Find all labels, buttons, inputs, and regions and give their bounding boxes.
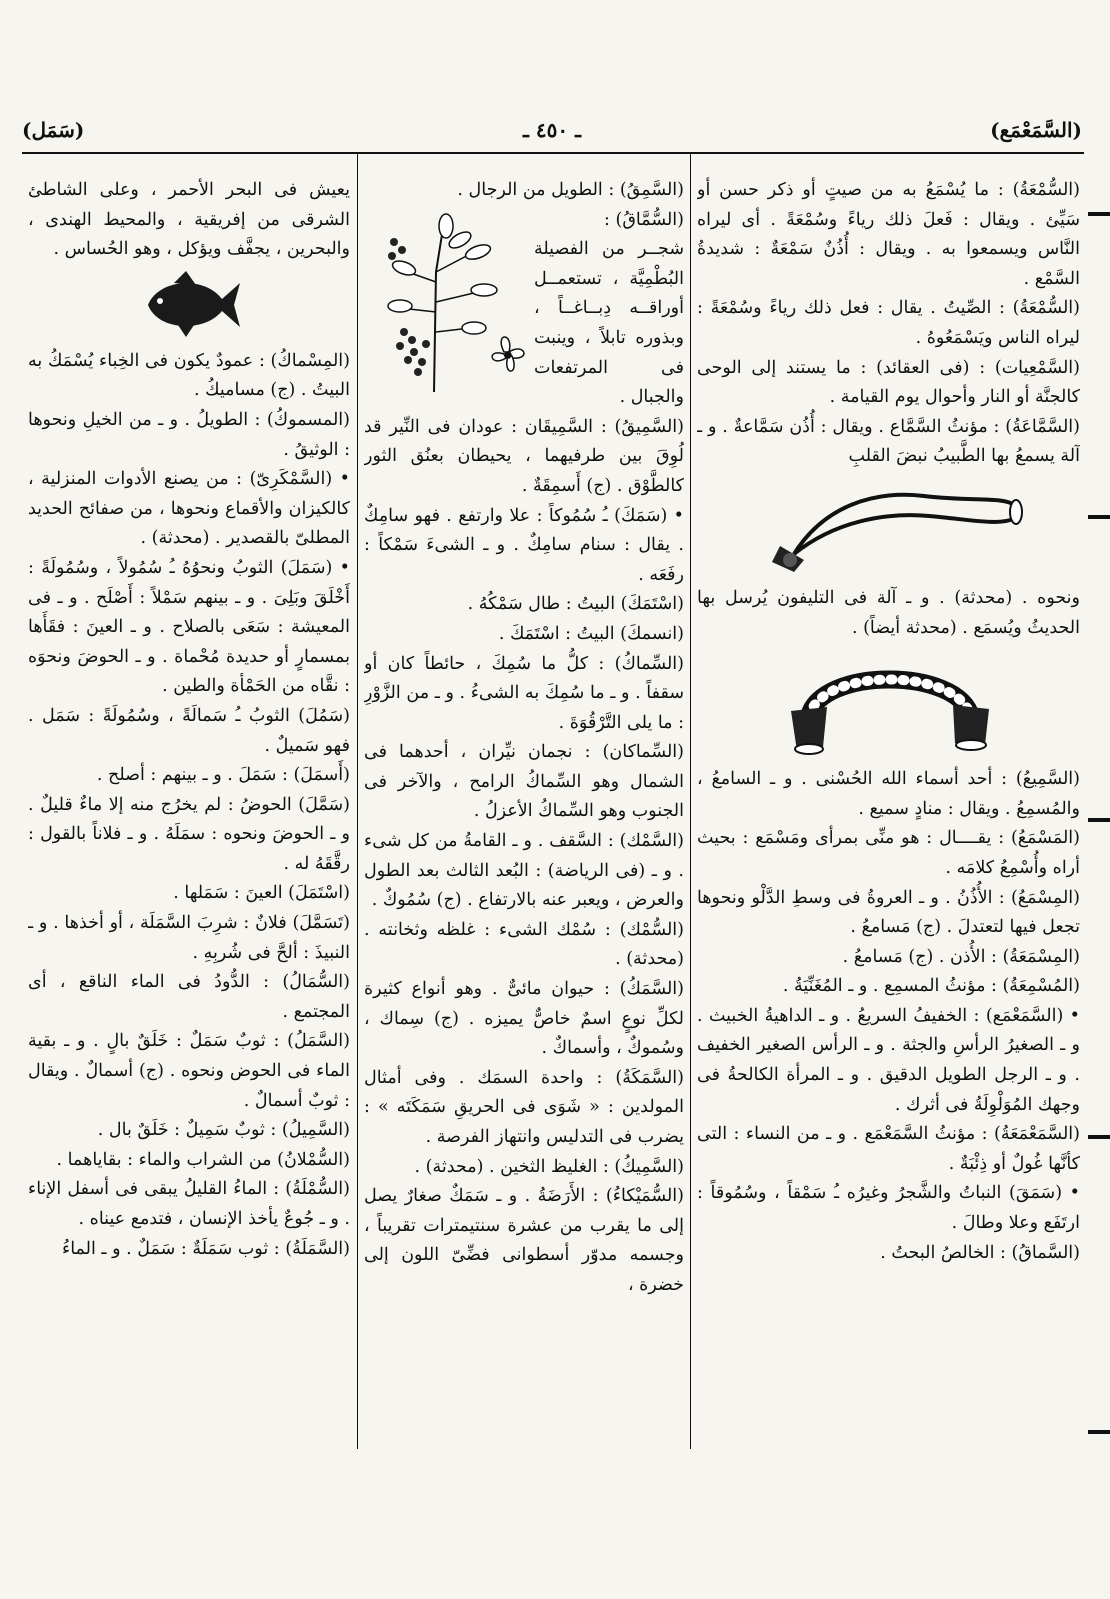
entry-paragraph: (السَّمَّاعَةُ) : مؤنثُ السَّمَّاع . ويقال : أُذُن سَمَّاعةٌ . و ـ آلة يسمعُ بها الطَّبيبُ نبضَ القلبِ bbox=[697, 416, 1080, 467]
entry-paragraph: • (سَمَلَ) الثوبُ ونحوُهُ ـُ سُمُولاً ، وسُمُولَةً : أَخْلَقَ وبَلِىَ . و ـ بينهم سَمْلاً : أَصْلَح . و ـ فى المعيشة : سَعَى بالصلاح . و ـ العينَ : فقَأَها بمسمارٍ أو حديدة مُحْماة . و ـ الحوضَ ونحوَه : نقَّاه من الحَمْأة والطين . bbox=[28, 557, 350, 697]
entry-paragraph: (السُّمَّاقُ) : bbox=[604, 209, 684, 230]
entry-paragraph: (السَّمْعِيات) : (فى العقائد) : ما يستند إلى الوحى كالجنَّة أو النار وأحوال يوم القيامة . bbox=[697, 357, 1080, 408]
entry-paragraph: • (السَّمَعْمَع) : الخفيفُ السريعُ . و ـ الداهيةُ الخبيث . و ـ الصغيرُ الرأسِ والجثة . و ـ الرأس الصغير الخفيف . و ـ الرجل الطويل الدقيق . و ـ المرأة الكالحةُ فى وجهك المُوَلْوِلَةُ فى أثرك . bbox=[697, 1005, 1080, 1115]
page-header bbox=[22, 118, 1082, 152]
column-right bbox=[697, 176, 1080, 1456]
column-middle bbox=[364, 176, 684, 1456]
entry-paragraph: (السَّمَعْمَعَةُ) : مؤنثُ السَّمَعْمَع . و ـ من النساء : التى كأنَّها غُولٌ أو ذِئْبَةٌ . bbox=[697, 1124, 1080, 1174]
entry-paragraph: (السُّمْلَةُ) : الماءُ القليلُ يبقى فى أسفل الإناء . و ـ جُوعٌ يأخذ الإنسان ، فتدمع عيناه . bbox=[28, 1179, 350, 1229]
entry-paragraph: يعيش فى البحر الأحمر ، وعلى الشاطئ الشرقى من إفريقية ، والمحيط الهندى ، والبحرين ، يجفَّف ويؤكل ، وهو الحُساس . bbox=[28, 180, 350, 260]
entry-paragraph: • (السَّمْكَرِىّ) : من يصنع الأدوات المنزلية ، كالكيزان والأقماع ونحوها ، من صفائح الحديد المطلىّ بالقصدير . (محدثة) . bbox=[28, 469, 350, 549]
entry-paragraph: (السَّمَكَةُ) : واحدة السمَك . وفى أمثال المولدين : « شَوَى فى الحريقِ سَمَكَتَه » : يضرب فى التدليس وانتهاز الفرصة . bbox=[364, 1067, 684, 1147]
entry-paragraph: (سَمَّلَ) الحوضُ : لم يخرُج منه إلا ماءٌ قليلٌ . و ـ الحوضَ ونحوه : سمَلَهُ . و ـ فلاناً بالقول : رقَّقَهُ له . bbox=[28, 794, 350, 874]
entry-paragraph: (السُّمْعَةُ) : ما يُسْمَعُ به من صيتٍ أو ذكر حسن أو سَيِّئ . ويقال : فَعلَ ذلك رياءً وسُمْعَةً . أى ليراه النَّاس ويسمعوا به . ويقال : أُذُنٌ سَمْعَةٌ : شديدةُ السَّمْع . bbox=[697, 180, 1080, 289]
entry-paragraph: (السُّمَالُ) : الدُّودُ فى الماء الناقع ، أى المجتمع . bbox=[28, 972, 350, 1022]
entry-paragraph: (المسموكُ) : الطويلُ . و ـ من الخيلِ ونحوها : الوثيقُ . bbox=[28, 409, 350, 460]
entry-paragraph: (السَّمَلَةُ) : ثوب سَمَلَةٌ : سَمَلٌ . و ـ الماءُ bbox=[62, 1238, 350, 1259]
entry-paragraph: (السِّماكُ) : كلُّ ما سُمِكَ ، حائطاً كان أو سقفاً . و ـ ما سُمِكَ به الشىءُ . و ـ من الزَّوْرِ : ما يلى التَّرْقُوَةَ . bbox=[364, 653, 684, 733]
entry-paragraph: (المِسْمَعُ) : الأُذُنُ . و ـ العروةُ فى وسطِ الدَّلْو ونحوها تجعل فيها لتعتدلَ . (ج) مَسامعُ . bbox=[697, 887, 1080, 938]
entry-paragraph: (المَسْمَعُ) : يقــــال : هو منِّى بمرأى ومَسْمَع : بحيث أراه وأُسْمِعُ كلامَه . bbox=[697, 828, 1080, 878]
entry-paragraph: (السُّمْك) : سُمْك الشىء : غلظه وثخانته . (محدثة) . bbox=[364, 919, 684, 970]
page-number: ـ ٤٥٠ ـ bbox=[523, 118, 581, 142]
entry-paragraph: • (سَمَكَ) ـُ سُمُوكاً : علا وارتفع . فهو سامِكٌ . يقال : سنام سامِكٌ . و ـ الشىءَ سَمْكاً : رفَعَه . bbox=[364, 505, 684, 585]
entry-paragraph: (تَسَمَّلَ) فلانٌ : شرِبَ السَّمَلَة ، أو أخذها . و ـ النبيذَ : ألحَّ فى شُربِهِ . bbox=[28, 913, 350, 963]
column-left bbox=[28, 176, 350, 1456]
entry-paragraph: (اسْتَمَلَ) العينَ : سَمَلها . bbox=[173, 883, 350, 904]
entry-paragraph: (السَّمْك) : السَّقف . و ـ القامةُ من كل شىء . و ـ (فى الرياضة) : البُعد الثالث بعد الطول والعرض ، ويعبر عنه بالارتفاع . (ج) سُمُوكٌ . bbox=[364, 831, 684, 911]
entry-paragraph: (سَمُلَ) الثوبُ ـُ سَمالَةً ، وسُمُولَةً : سَمَل . فهو سَميلٌ . bbox=[28, 705, 350, 756]
margin-scan-mark bbox=[1088, 1135, 1110, 1139]
entry-paragraph: (المِسْمَعَةُ) : الأُذن . (ج) مَسامعُ . bbox=[842, 946, 1080, 967]
entry-paragraph: (السَّمَكُ) : حيوان مائىٌّ . وهو أنواع كثيرة لكلِّ نوعٍ اسمٌ خاصٌّ يميزه . (ج) سِماك ، وسُموكٌ ، وأسماكٌ . bbox=[364, 979, 684, 1059]
entry-paragraph: • (سَمَقَ) النباتُ والشَّجرُ وغيرُه ـُ سَمْقاً ، وسُمُوقاً : ارتَفَع وعلا وطالَ . bbox=[697, 1183, 1080, 1234]
entry-paragraph: (السُّمْلانُ) من الشراب والماء : بقاياهما . bbox=[56, 1149, 350, 1170]
margin-scan-mark bbox=[1088, 515, 1110, 519]
entry-paragraph: (السَّمِيكُ) : الغليظ الثخين . (محدثة) . bbox=[414, 1156, 684, 1177]
entry-paragraph: (السَّمِقُ) : الطويل من الرجال . bbox=[457, 180, 684, 200]
margin-scan-mark bbox=[1088, 212, 1110, 216]
entry-paragraph: (السَّمِيقُ) : السَّمِيقَان : عودان فى النِّير قد لُوِقَ بين طرفيهما ، يحيطان بعنُق الثور كالطَّوْق . (ج) أَسمِقَةٌ . bbox=[364, 416, 684, 496]
header-rule bbox=[22, 152, 1084, 154]
entry-paragraph: (المُسْمِعَةُ) : مؤنثُ المسمِع . و ـ المُغَنِّيَةُ . bbox=[782, 976, 1080, 997]
entry-paragraph: ونحوه . (محدثة) . و ـ آلة فى التليفون يُرسل بها الحديثُ ويُسمَع . (محدثة أيضاً) . bbox=[697, 587, 1080, 638]
entry-paragraph: (السَّمِيلُ) : ثوبٌ سَمِيلٌ : خَلَقٌ بال . bbox=[97, 1120, 350, 1141]
entry-paragraph: (السُّمْعَةُ) : الصِّيتُ . يقال : فعل ذلك رياءً وسُمْعَةً : ليراه الناس ويَسْمَعُوهُ . bbox=[697, 298, 1080, 348]
entry-paragraph: (السَّمِيعُ) : أحد أسماء الله الحُسْنى . و ـ السامعُ ، والمُسمِعُ . ويقال : منادٍ سميع . bbox=[697, 769, 1080, 819]
entry-paragraph: شجــر من الفصيلة البُطْمِيَّة ، تستعمــل أوراقــه دِبــاغــاً ، وبذوره تابلاً ، وينبت فى المرتفعات والجبال . bbox=[534, 239, 684, 408]
entry-paragraph: (السُّمَيْكاءُ) : الأَرَضَةُ . و ـ سَمَكٌ صغارٌ يصل إلى ما يقرب من عشرة سنتيمترات تقريباً ، وجسمه مدوّر أسطوانى فضِّىّ اللون إلى خضرة ، bbox=[364, 1186, 684, 1295]
entry-paragraph: (السَّماقُ) : الخالصُ البحتُ . bbox=[880, 1242, 1080, 1263]
entry-paragraph: (السِّماكان) : نجمان نيِّران ، أحدهما فى الشمال وهو السِّماكُ الرامح ، والآخر فى الجنوب وهو السِّماكُ الأعزلُ . bbox=[364, 742, 684, 822]
sumac-plant-illustration bbox=[374, 212, 534, 402]
entry-paragraph: (أَسمَلَ) : سَمَلَ . و ـ بينهم : أصلح . bbox=[96, 765, 350, 786]
header-entry-first: (السَّمَعْمَع) bbox=[990, 118, 1082, 142]
entry-paragraph: (انسمكَ) البيتُ : اسْتَمَكَ . bbox=[498, 623, 684, 644]
entry-paragraph: (السَّمَلُ) : ثوبٌ سَمَلٌ : خَلَقٌ بالٍ . و ـ بقية الماء فى الحوض ونحوه . (ج) أسمالٌ . ويقال : ثوبٌ أسمالٌ . bbox=[28, 1031, 350, 1111]
telephone-receiver-illustration bbox=[779, 647, 999, 757]
margin-scan-mark bbox=[1088, 818, 1110, 822]
entry-paragraph: (المِسْماكُ) : عمودٌ يكون فى الخِباء يُسْمَكُ به البيتُ . (ج) مساميكُ . bbox=[28, 350, 350, 401]
column-divider bbox=[690, 154, 691, 1449]
entry-paragraph: (اسْتَمَكَ) البيتُ : طال سَمْكُهُ . bbox=[467, 594, 684, 615]
stethoscope-illustration bbox=[754, 476, 1024, 576]
column-divider bbox=[357, 154, 358, 1449]
fish-illustration bbox=[134, 269, 244, 339]
header-entry-last: (سَمَل) bbox=[22, 118, 85, 142]
margin-scan-mark bbox=[1088, 1430, 1110, 1434]
